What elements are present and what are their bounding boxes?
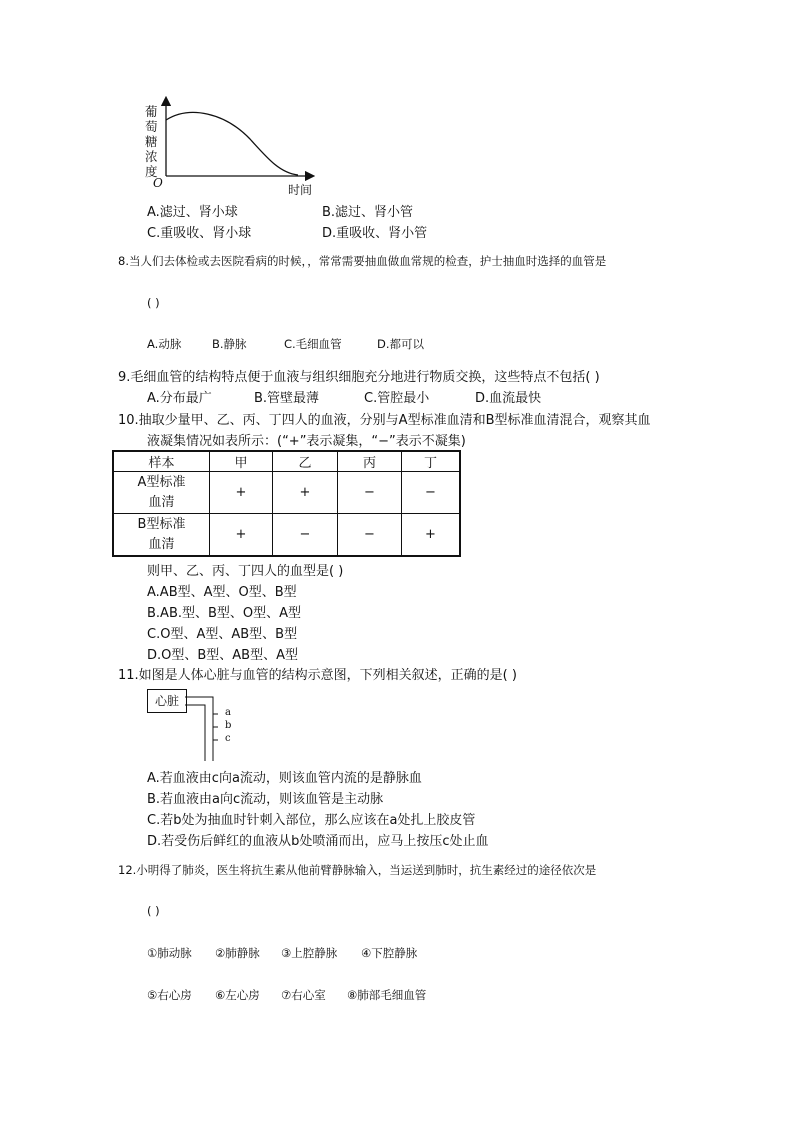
table-cell: − [402,472,461,514]
q8-option-a: A.动脉 [147,337,182,351]
q8-stem: 8.当人们去体检或去医院看病的时候，，常常需要抽血做血常规的检查，护士抽血时选择的血管是 [118,254,607,268]
q12-item-4: ④下腔静脉 [361,946,418,960]
q8-option-b: B.静脉 [212,337,247,351]
q12-item-7: ⑦右心室 [281,988,326,1002]
q9-option-b: B.管壁最薄 [254,391,320,406]
vessel-inner-wall [185,705,205,761]
q9-stem: 9.毛细血管的结构特点便于血液与组织细胞充分地进行物质交换，这些特点不包括( ) [118,370,600,385]
origin-label: O [153,176,163,190]
q8-answer-paren: ( ) [147,296,160,310]
q9-option-a: A.分布最广 [147,391,212,406]
q12-item-6: ⑥左心房 [215,988,260,1002]
table-header-cell: 乙 [273,451,338,472]
table-cell: + [402,514,461,557]
q11-stem: 11.如图是人体心脏与血管的结构示意图，下列相关叙述，正确的是( ) [118,668,517,683]
q12-item-2: ②肺静脉 [215,946,260,960]
heart-box: 心脏 [147,689,187,713]
table-cell: + [210,472,273,514]
q10-stem-line2: 液凝集情况如表所示：(“+”表示凝集，“−”表示不凝集) [147,434,466,449]
marker-c-label: c [225,733,231,744]
q10-option-d: D.O型、B型、AB型、A型 [147,648,298,663]
q7-option-c: C.重吸收、肾小球 [147,226,252,241]
q11-option-b: B.若血液由a向c流动，则该血管是主动脉 [147,792,384,807]
marker-a-label: a [225,707,231,718]
q12-item-1: ①肺动脉 [147,946,192,960]
q11-option-d: D.若受伤后鲜红的血液从b处喷涌而出，应马上按压c处止血 [147,834,489,849]
q10-option-c: C.O型、A型、AB型、B型 [147,627,298,642]
table-row-label: A型标准 血清 [113,472,210,514]
q12-item-3: ③上腔静脉 [281,946,338,960]
q11-option-a: A.若血液由c向a流动，则该血管内流的是静脉血 [147,771,422,786]
table-cell: − [338,472,402,514]
table-header-cell: 丙 [338,451,402,472]
q8-option-c: C.毛细血管 [284,337,342,351]
q9-option-d: D.血流最快 [475,391,542,406]
table-cell: − [338,514,402,557]
table-cell: + [273,472,338,514]
q12-item-8: ⑧肺部毛细血管 [347,988,427,1002]
table-row-label: B型标准 血清 [113,514,210,557]
table-cell: − [273,514,338,557]
q12-answer-paren: ( ) [147,904,160,918]
q11-option-c: C.若b处为抽血时针刺入部位，那么应该在a处扎上胶皮管 [147,813,476,828]
table-header-row [113,451,460,472]
q12-item-5: ⑤右心房 [147,988,192,1002]
q12-stem: 12.小明得了肺炎，医生将抗生素从他前臂静脉输入，当运送到肺时，抗生素经过的途径依次是 [118,863,597,877]
glucose-curve [166,112,298,175]
marker-b-label: b [225,720,232,731]
blood-vessel-diagram [185,695,245,765]
x-axis-label: 时间 [288,183,313,197]
q9-option-c: C.管腔最小 [364,391,430,406]
table-header-cell: 丁 [402,451,461,472]
table-header-cell: 样本 [113,451,210,472]
q8-option-d: D.都可以 [377,337,425,351]
y-axis-label: 葡 萄 糖 浓 度 [145,104,158,179]
q10-question: 则甲、乙、丙、丁四人的血型是( ) [147,564,344,579]
q10-stem-line1: 10.抽取少量甲、乙、丙、丁四人的血液，分别与A型标准血清和B型标准血清混合，观察其血 [118,413,651,428]
table-row [113,514,460,557]
q10-option-a: A.AB型、A型、O型、B型 [147,585,297,600]
q7-option-d: D.重吸收、肾小管 [322,226,428,241]
q10-option-b: B.AB.型、B型、O型、A型 [147,606,302,621]
vessel-outer-wall [185,697,213,761]
agglutination-table [112,450,461,557]
q7-option-a: A.滤过、肾小球 [147,205,238,220]
table-header-cell: 甲 [210,451,273,472]
q7-option-b: B.滤过、肾小管 [322,205,414,220]
table-cell: + [210,514,273,557]
table-row [113,472,460,514]
